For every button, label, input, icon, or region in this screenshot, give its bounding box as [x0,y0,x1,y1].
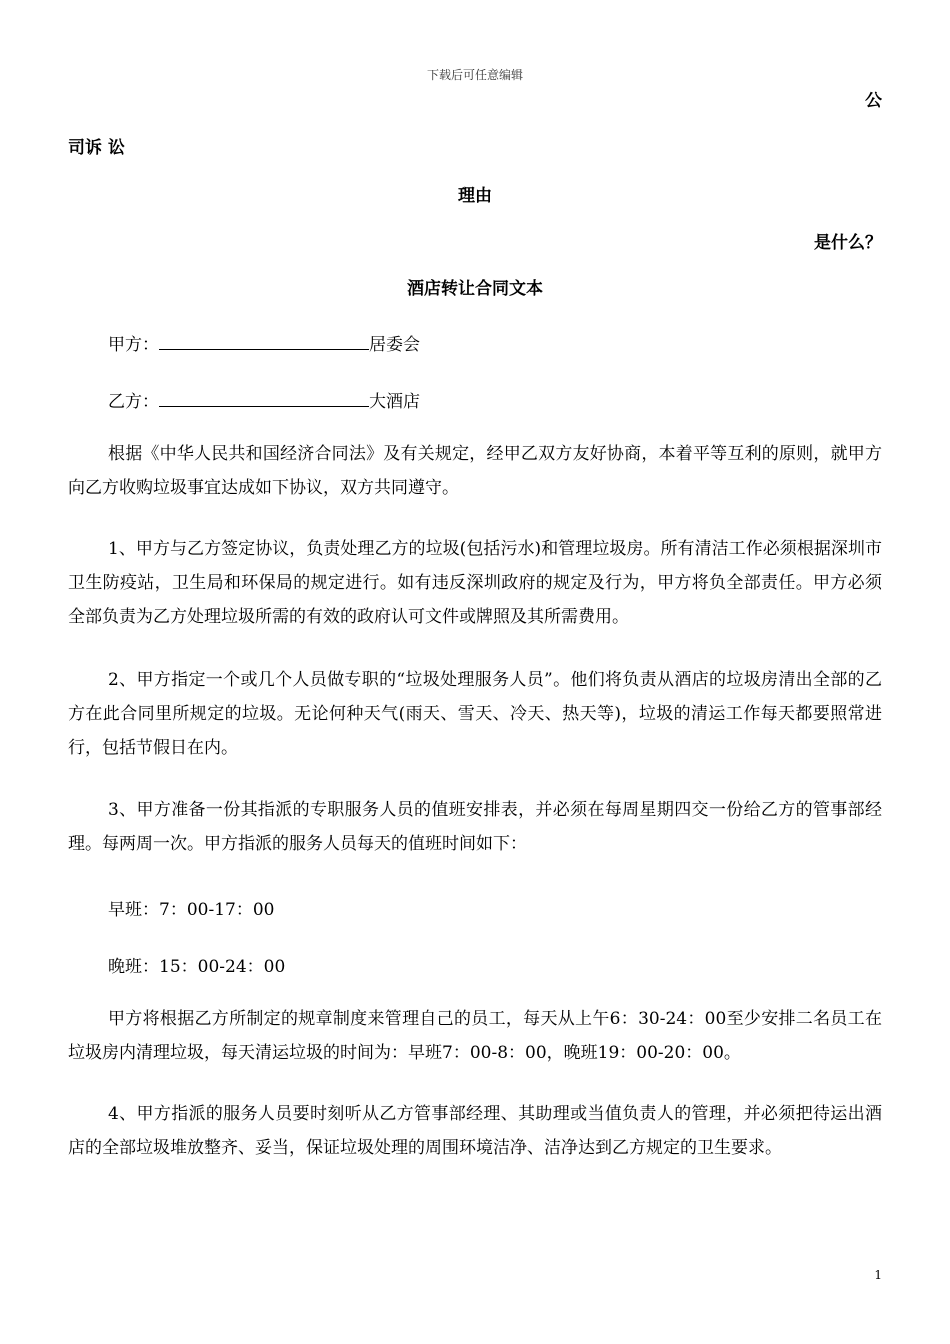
party-b-label: 乙方： [108,392,159,412]
clause-3: 3、甲方准备一份其指派的专职服务人员的值班安排表，并必须在每周星期四交一份给乙方的管事部经理。每两周一次。甲方指派的服务人员每天的值班时间如下： [68,800,882,854]
page-number: 1 [874,1268,882,1282]
contract-title: 酒店转让合同文本 [407,279,543,299]
intro-paragraph: 根据《中华人民共和国经济合同法》及有关规定，经甲乙双方友好协商，本着平等互利的原则，就甲方向乙方收购垃圾事宜达成如下协议，双方共同遵守。 [68,444,882,498]
title-fragment-4: 是什么？ [814,233,882,253]
party-b-suffix: 大酒店 [369,392,420,412]
title-fragment-1: 公 [865,91,882,111]
title-fragment-3: 理由 [458,186,492,206]
shift-evening: 晚班：15：00-24：00 [108,957,286,977]
party-a-label: 甲方： [108,335,159,355]
clause-2: 2、甲方指定一个或几个人员做专职的“垃圾处理服务人员”。他们将负责从酒店的垃圾房清出全部的乙方在此合同里所规定的垃圾。无论何种天气(雨天、雪天、冷天、热天等)，垃圾的清运工作每天都要照常进行，包括节假日在内。 [68,670,882,758]
clause-1: 1、甲方与乙方签定协议，负责处理乙方的垃圾(包括污水)和管理垃圾房。所有清洁工作必须根据深圳市卫生防疫站，卫生局和环保局的规定进行。如有违反深圳政府的规定及行为，甲方将负全部责任。甲方必须全部负责为乙方处理垃圾所需的有效的政府认可文件或牌照及其所需费用。 [68,539,882,627]
party-a-blank [159,333,369,350]
party-a-line [108,330,420,355]
title-fragment-2: 司诉 讼 [68,138,125,158]
header-note: 下载后可任意编辑 [426,68,523,82]
party-b-line [108,387,420,412]
clause-3-extra: 甲方将根据乙方所制定的规章制度来管理自己的员工，每天从上午6：30-24：00至少安排二名员工在垃圾房内清理垃圾，每天清运垃圾的时间为：早班7：00-8：00，晚班19：00-20：00。 [68,1009,882,1063]
party-a-suffix: 居委会 [369,335,420,355]
clause-4: 4、甲方指派的服务人员要时刻听从乙方管事部经理、其助理或当值负责人的管理，并必须把待运出酒店的全部垃圾堆放整齐、妥当，保证垃圾处理的周围环境洁净、洁净达到乙方规定的卫生要求。 [68,1104,882,1158]
shift-morning: 早班：7：00-17：00 [108,900,275,920]
party-b-blank [159,390,369,407]
